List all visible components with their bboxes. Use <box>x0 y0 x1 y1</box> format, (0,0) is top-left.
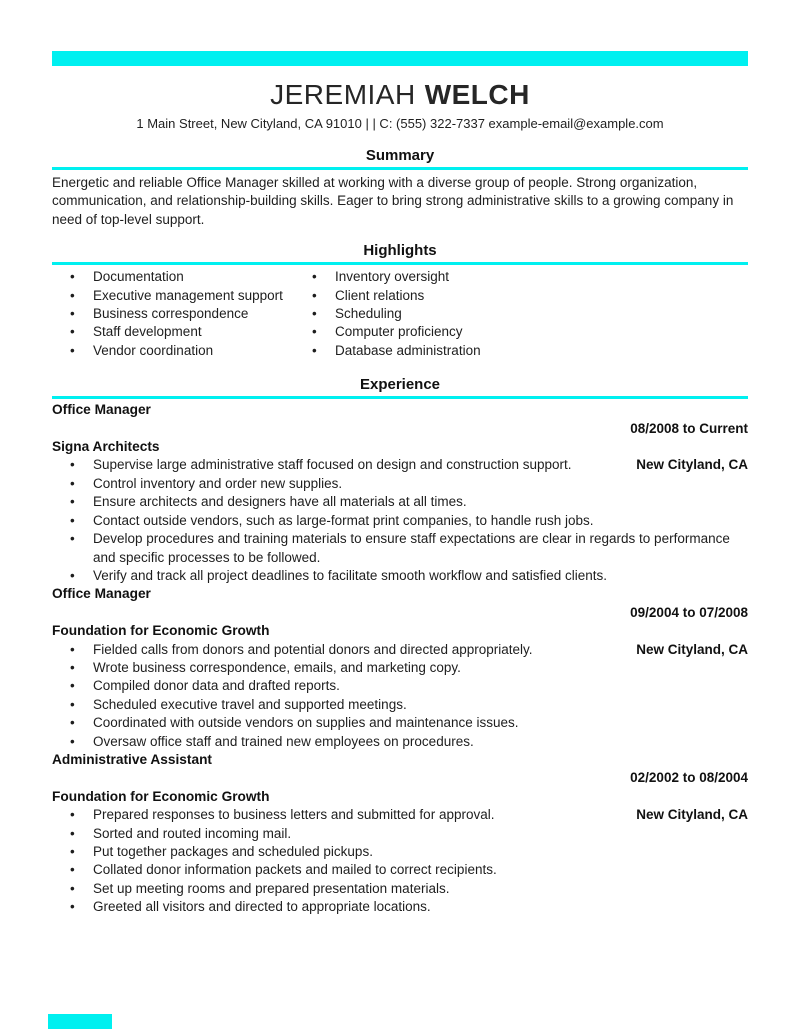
list-item <box>70 323 312 341</box>
experience-rule <box>52 396 748 399</box>
job-bullet-list <box>52 806 748 916</box>
table-row <box>70 825 748 843</box>
bullet-icon: • <box>70 659 75 675</box>
bullet-icon: • <box>70 342 75 358</box>
bullet-icon: • <box>312 342 317 358</box>
bullet-icon: • <box>70 567 75 583</box>
highlights-column-1 <box>52 268 312 360</box>
list-item <box>70 305 312 323</box>
table-row <box>70 880 748 898</box>
candidate-first-name: JEREMIAH <box>270 79 416 110</box>
table-row <box>70 512 748 530</box>
highlights-rule <box>52 262 748 265</box>
candidate-name <box>0 79 800 110</box>
bullet-text: Greeted all visitors and directed to appropriate locations. <box>93 899 431 915</box>
highlight-label: Scheduling <box>335 306 402 322</box>
bullet-icon: • <box>70 899 75 915</box>
bullet-icon: • <box>312 269 317 285</box>
table-row <box>70 714 748 732</box>
bullet-text: Control inventory and order new supplies. <box>93 475 343 491</box>
table-row <box>70 493 748 511</box>
list-item <box>312 287 481 305</box>
job-location: New Cityland, CA <box>636 457 748 473</box>
job-entry <box>52 751 748 917</box>
bullet-text: Fielded calls from donors and potential donors and directed appropriately. <box>93 641 533 657</box>
job-location: New Cityland, CA <box>636 807 748 823</box>
bullet-icon: • <box>70 678 75 694</box>
bullet-text: Contact outside vendors, such as large-format print companies, to handle rush jobs. <box>93 512 594 528</box>
bullet-icon: • <box>70 880 75 896</box>
summary-heading: Summary <box>365 147 435 164</box>
list-item <box>312 323 481 341</box>
bullet-icon: • <box>70 807 75 823</box>
job-dates: 02/2002 to 08/2004 <box>630 770 748 786</box>
job-company: Foundation for Economic Growth <box>52 623 270 639</box>
table-row <box>70 475 748 493</box>
contact-line: 1 Main Street, New Cityland, CA 91010 | | C: (555) 322-7337 example-email@example.com <box>136 116 664 131</box>
top-accent-bar <box>52 51 748 66</box>
candidate-last-name: WELCH <box>424 79 530 110</box>
highlight-label: Database administration <box>335 342 481 358</box>
job-location: New Cityland, CA <box>636 641 748 657</box>
bullet-icon: • <box>70 306 75 322</box>
highlights-heading: Highlights <box>363 242 437 260</box>
bullet-icon: • <box>70 287 75 303</box>
list-item <box>312 342 481 360</box>
highlight-label: Business correspondence <box>93 306 249 322</box>
highlight-label: Computer proficiency <box>335 324 463 340</box>
highlights-column-2 <box>312 268 481 360</box>
bullet-text: Oversaw office staff and trained new employees on procedures. <box>93 733 474 749</box>
highlights-columns <box>52 268 748 360</box>
job-entry <box>52 401 748 585</box>
bullet-icon: • <box>70 641 75 657</box>
bullet-text: Set up meeting rooms and prepared presentation materials. <box>93 880 450 896</box>
table-row <box>70 567 748 585</box>
highlight-label: Client relations <box>335 287 425 303</box>
job-company: Foundation for Economic Growth <box>52 788 270 804</box>
table-row <box>70 861 748 879</box>
experience-jobs <box>52 401 748 916</box>
table-row <box>70 843 748 861</box>
highlight-label: Documentation <box>93 269 184 285</box>
job-title: Office Manager <box>52 586 151 602</box>
bullet-text: Compiled donor data and drafted reports. <box>93 678 340 694</box>
bullet-icon: • <box>70 457 75 473</box>
bullet-icon: • <box>70 494 75 510</box>
bullet-text: Prepared responses to business letters and submitted for approval. <box>93 807 495 823</box>
bullet-text: Scheduled executive travel and supported meetings. <box>93 696 407 712</box>
job-dates: 08/2008 to Current <box>630 420 748 436</box>
job-bullet-list <box>52 456 748 585</box>
bullet-icon: • <box>70 531 75 547</box>
bullet-icon: • <box>70 324 75 340</box>
bullet-text: Supervise large administrative staff focused on design and construction support. <box>93 457 572 473</box>
table-row <box>70 659 748 677</box>
job-entry <box>52 585 748 751</box>
list-item <box>312 268 481 286</box>
bullet-text: Develop procedures and training materials to ensure staff expectations are clear in regards to performance and specific processes to be followed. <box>93 531 730 565</box>
bullet-icon: • <box>70 733 75 749</box>
bullet-text: Collated donor information packets and mailed to correct recipients. <box>93 862 497 878</box>
bullet-text: Coordinated with outside vendors on supplies and maintenance issues. <box>93 715 519 731</box>
bullet-text: Sorted and routed incoming mail. <box>93 825 292 841</box>
job-title: Administrative Assistant <box>52 751 212 767</box>
bullet-icon: • <box>70 715 75 731</box>
summary-paragraph: Energetic and reliable Office Manager skilled at working with a diverse group of people. Strong organization, communication, and relationship-building skills. Eager to bring strong administrative skills to a growing company in need of top-level support. <box>52 175 734 227</box>
bullet-icon: • <box>70 475 75 491</box>
highlight-label: Inventory oversight <box>335 269 450 285</box>
table-row <box>70 641 748 659</box>
table-row <box>70 530 748 567</box>
summary-rule <box>52 167 748 170</box>
job-bullet-list <box>52 641 748 751</box>
list-item <box>70 268 312 286</box>
bullet-icon: • <box>70 844 75 859</box>
bullet-icon: • <box>312 324 317 340</box>
job-title: Office Manager <box>52 402 151 418</box>
bullet-text: Put together packages and scheduled pickups. <box>93 844 373 859</box>
experience-heading: Experience <box>359 376 441 394</box>
table-row <box>70 456 748 474</box>
bullet-icon: • <box>70 512 75 528</box>
table-row <box>70 898 748 916</box>
job-company: Signa Architects <box>52 439 160 455</box>
bullet-icon: • <box>70 825 75 841</box>
table-row <box>70 696 748 714</box>
bullet-icon: • <box>312 287 317 303</box>
footer-accent-bar <box>48 1014 112 1029</box>
bullet-text: Verify and track all project deadlines to facilitate smooth workflow and satisfied clients. <box>93 567 608 583</box>
bullet-icon: • <box>312 306 317 322</box>
highlight-label: Executive management support <box>93 287 283 303</box>
highlight-label: Staff development <box>93 324 202 340</box>
bullet-icon: • <box>70 862 75 878</box>
list-item <box>312 305 481 323</box>
job-dates: 09/2004 to 07/2008 <box>630 604 748 620</box>
table-row <box>70 806 748 824</box>
list-item <box>70 342 312 360</box>
bullet-icon: • <box>70 696 75 712</box>
bullet-text: Wrote business correspondence, emails, and marketing copy. <box>93 659 461 675</box>
table-row <box>70 733 748 751</box>
table-row <box>70 677 748 695</box>
bullet-text: Ensure architects and designers have all materials at all times. <box>93 494 467 510</box>
highlight-label: Vendor coordination <box>93 342 214 358</box>
bullet-icon: • <box>70 269 75 285</box>
list-item <box>70 287 312 305</box>
